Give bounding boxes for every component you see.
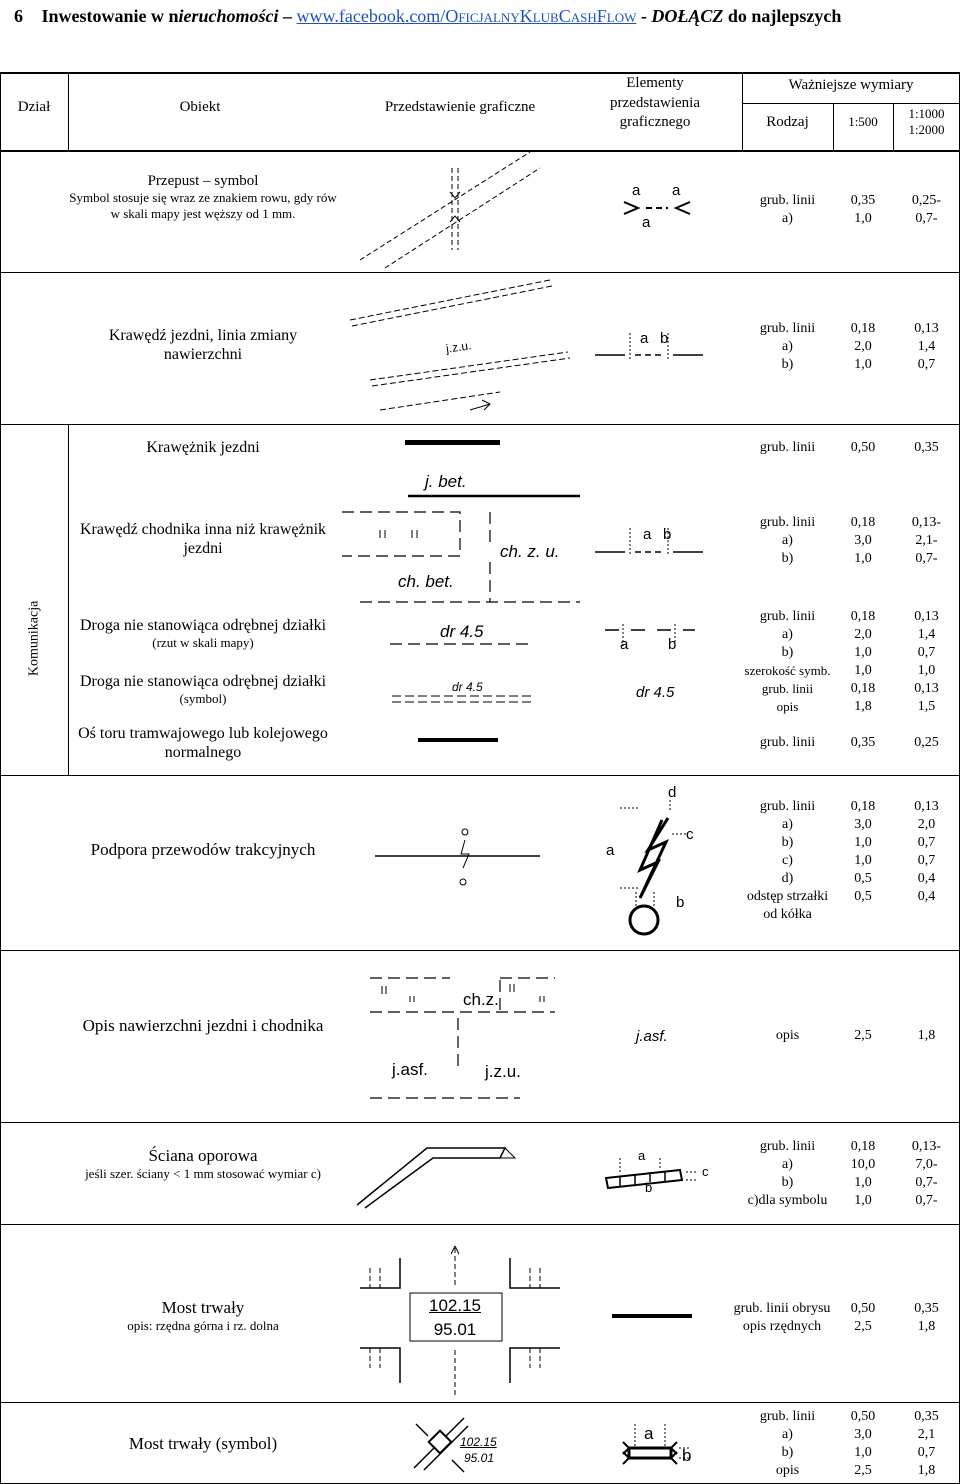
- col-obiekt: Obiekt: [179, 99, 221, 115]
- row-0-element-symbol: [610, 180, 730, 240]
- row-1-rodzaj: grub. linii a) b): [759, 321, 816, 372]
- row-6-object: Oś toru tramwajowego lub kolejowego normalnego: [78, 725, 328, 762]
- row-4-scale-500: 0,18 2,0 1,0: [850, 609, 876, 660]
- col-dzial: Dział: [17, 99, 51, 115]
- row-5-rodzaj: szerokość symb. grub. linii opis: [744, 663, 831, 714]
- row-8-text-jasf: j.asf.: [392, 1060, 428, 1079]
- row-1-scale-500: 0,18 2,0 1,0: [850, 321, 876, 372]
- row-0-label-a2: a: [672, 182, 681, 199]
- row-7-scale-500: 0,18 3,0 1,0 1,0 0,5 0,5: [850, 799, 876, 904]
- page-number: 6: [14, 6, 23, 26]
- row-1-object: Krawędź jezdni, linia zmiany nawierzchni: [108, 327, 298, 364]
- row-4-label-a: a: [620, 636, 629, 653]
- page-header: 6 Inwestowanie w nieruchomości – www.facebook.com/OFICJALNYKLUBCASHFLOW - DOŁĄCZ do najlepszych: [14, 6, 842, 26]
- row-7-label-d: d: [668, 784, 677, 801]
- row-4-scale-1000: 0,13 1,4 0,7: [914, 609, 939, 660]
- row-5-scale-500: 1,0 0,18 1,8: [850, 663, 876, 714]
- row-7-label-b: b: [676, 894, 685, 911]
- row-1-label-a: a: [640, 330, 649, 347]
- row-2-object: Krawężnik jezdni: [146, 439, 260, 456]
- row-8-scale-500: 2,5: [854, 1028, 872, 1043]
- row-7-graphic: [375, 820, 545, 890]
- row-6-graphic: [418, 738, 498, 742]
- row-0-label-a3: a: [642, 214, 651, 231]
- row-11-scale-1000: 0,35 2,1 0,7 1,8: [914, 1409, 939, 1478]
- row-7-scale-1000: 0,13 2,0 0,7 0,7 0,4 0,4: [914, 799, 939, 904]
- row-2-scale-500: 0,50: [850, 440, 876, 455]
- row-1-element-symbol: [595, 325, 705, 365]
- row-4-label-b: b: [668, 636, 677, 653]
- row-6-scale-500: 0,35: [850, 735, 876, 750]
- row-9-label-b: b: [645, 1180, 653, 1195]
- row-9-graphic: [355, 1130, 555, 1210]
- row-8-element-text: j.asf.: [636, 1028, 668, 1045]
- row-3-label-a: a: [643, 526, 652, 543]
- row-11-text-top: 102.15: [460, 1435, 497, 1449]
- row-8-rodzaj: opis: [775, 1028, 800, 1043]
- header-title: Inwestowanie w nieruchomości: [41, 6, 279, 26]
- row-0-object: Przepust – symbol Symbol stosuje się wraz ze znakiem rowu, gdy rów w skali mapy jest węższy od 1 mm.: [69, 173, 337, 222]
- row-7-rodzaj: grub. linii a) b) c) d) odstęp strzałki od kółka: [746, 799, 829, 922]
- row-10-text-bottom: 95.01: [433, 1320, 477, 1339]
- col-rodzaj: Rodzaj: [766, 114, 809, 130]
- row-9-scale-1000: 0,13- 7,0- 0,7- 0,7-: [911, 1139, 942, 1208]
- row-5-object: Droga nie stanowiąca odrębnej działki (symbol): [79, 673, 327, 707]
- row-6-scale-1000: 0,25: [914, 735, 939, 750]
- row-3-scale-1000: 0,13- 2,1- 0,7-: [911, 515, 942, 566]
- row-0-label-a1: a: [632, 182, 641, 199]
- row-3-text-jbet: j. bet.: [425, 472, 467, 491]
- row-11-element-symbol: [615, 1418, 705, 1478]
- row-8-scale-1000: 1,8: [917, 1028, 936, 1043]
- row-9-scale-500: 0,18 10,0 1,0 1,0: [850, 1139, 876, 1208]
- row-10-scale-500: 0,50 2,5: [850, 1301, 876, 1334]
- facebook-link[interactable]: www.facebook.com/OFICJALNYKLUBCASHFLOW: [296, 6, 637, 26]
- row-6-rodzaj: grub. linii: [759, 735, 816, 750]
- row-11-scale-500: 0,50 3,0 1,0 2,5: [850, 1409, 876, 1478]
- row-2-scale-1000: 0,35: [914, 440, 939, 455]
- row-10-text-top: 102.15: [429, 1296, 481, 1315]
- row-0-graphic: [340, 150, 580, 272]
- row-11-text-bottom: 95.01: [464, 1451, 495, 1465]
- row-7-element-symbol: [610, 780, 700, 940]
- row-3-text-chbet: ch. bet.: [398, 572, 454, 591]
- row-3-scale-500: 0,18 3,0 1,0: [850, 515, 876, 566]
- row-10-element-symbol: [612, 1314, 692, 1318]
- row-2-rodzaj: grub. linii: [759, 440, 816, 455]
- row-1-label-b: b: [660, 330, 669, 347]
- row-10-object: Most trwały opis: rzędna górna i rz. dolna: [127, 1298, 279, 1334]
- row-3-label-b: b: [663, 526, 672, 543]
- row-9-label-a: a: [638, 1148, 646, 1163]
- row-5-element-text: dr 4.5: [636, 684, 675, 701]
- row-11-object: Most trwały (symbol): [128, 1434, 278, 1453]
- row-1-graphic-text: j.z.u.: [445, 338, 473, 356]
- row-4-rodzaj: grub. linii a) b): [759, 609, 816, 660]
- row-8-text-jzu: j.z.u.: [485, 1062, 521, 1081]
- row-0-rodzaj: grub. linii a): [759, 193, 816, 226]
- row-4-object: Droga nie stanowiąca odrębnej działki (rzut w skali mapy): [79, 617, 327, 651]
- row-2-graphic: [405, 440, 500, 445]
- row-8-object: Opis nawierzchni jezdni i chodnika: [82, 1016, 324, 1035]
- row-1-scale-1000: 0,13 1,4 0,7: [914, 321, 939, 372]
- row-8-text-chz: ch.z.: [463, 990, 499, 1009]
- row-10-rodzaj: grub. linii obrysu opis rzędnych: [733, 1301, 831, 1334]
- row-5-scale-1000: 1,0 0,13 1,5: [914, 663, 939, 714]
- cta-text: DOŁĄCZ: [651, 6, 724, 26]
- section-label: Komunikacja: [26, 600, 42, 677]
- col-1-1000-2000: 1:1000 1:2000: [908, 106, 945, 138]
- row-3-rodzaj: grub. linii a) b): [759, 515, 816, 566]
- row-0-scale-500: 0,35 1,0: [850, 193, 876, 226]
- row-5-graphic-text: dr 4.5: [452, 680, 483, 694]
- row-3-object: Krawędź chodnika inna niż krawężnik jezdni: [79, 521, 327, 558]
- row-0-scale-1000: 0,25- 0,7-: [911, 193, 942, 226]
- row-9-label-c: c: [702, 1164, 709, 1179]
- row-10-scale-1000: 0,35 1,8: [914, 1301, 939, 1334]
- row-7-label-c: c: [686, 826, 694, 843]
- row-9-object: Ściana oporowa jeśli szer. ściany < 1 mm stosować wymiar c): [85, 1146, 321, 1182]
- row-9-rodzaj: grub. linii a) b) c)dla symbolu: [747, 1139, 828, 1208]
- row-7-label-a: a: [606, 842, 615, 859]
- col-wymiary: Ważniejsze wymiary: [788, 77, 914, 93]
- row-7-object: Podpora przewodów trakcyjnych: [90, 840, 316, 859]
- row-11-label-b: b: [682, 1446, 692, 1465]
- col-przedstawienie: Przedstawienie graficzne: [384, 99, 536, 115]
- row-3-text-chzu: ch. z. u.: [500, 542, 560, 561]
- col-elementy: Elementy przedstawienia graficznego: [610, 75, 700, 130]
- row-11-rodzaj: grub. linii a) b) opis: [759, 1409, 816, 1478]
- row-10-graphic: [350, 1238, 570, 1400]
- row-11-label-a: a: [644, 1424, 654, 1443]
- col-1-500: 1:500: [848, 114, 878, 129]
- row-4-graphic-text: dr 4.5: [440, 622, 484, 641]
